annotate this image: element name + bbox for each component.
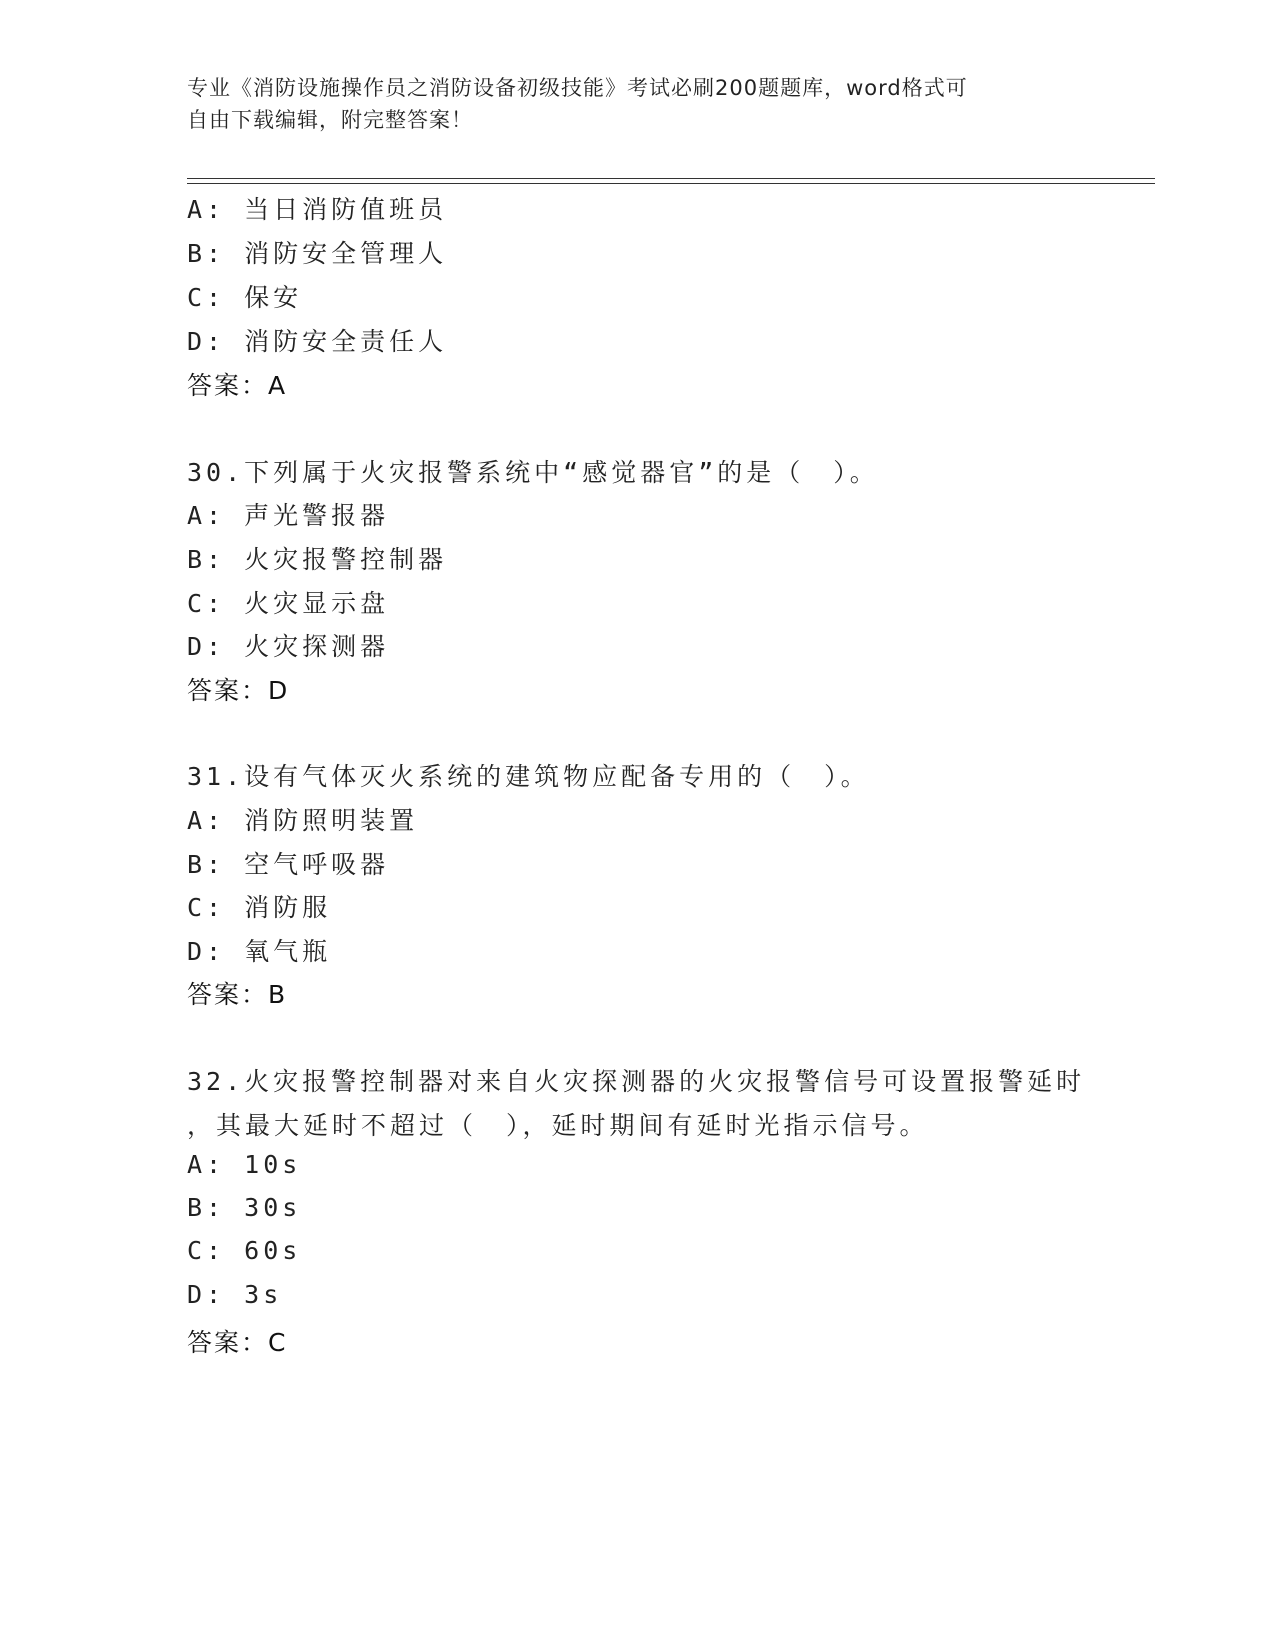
q29-option-b: B: 消防安全管理人 <box>187 239 448 268</box>
q30-answer: 答案：D <box>187 676 290 705</box>
q32-stem-line-2: ，其最大延时不超过（ ），延时期间有延时光指示信号。 <box>187 1111 929 1140</box>
q30-option-c: C: 火灾显示盘 <box>187 589 390 618</box>
q32-option-a: A: 10s <box>187 1150 302 1179</box>
q29-option-d: D: 消防安全责任人 <box>187 327 448 356</box>
q31-stem: 31.设有气体灭火系统的建筑物应配备专用的（ ）。 <box>187 762 870 791</box>
q32-answer: 答案：C <box>187 1328 288 1357</box>
q30-option-a: A: 声光警报器 <box>187 501 390 530</box>
q30-option-d: D: 火灾探测器 <box>187 632 390 661</box>
header-divider-bottom <box>187 183 1155 184</box>
q31-option-b: B: 空气呼吸器 <box>187 850 390 879</box>
q30-option-b: B: 火灾报警控制器 <box>187 545 448 574</box>
q32-option-c: C: 60s <box>187 1236 302 1265</box>
q29-answer: 答案：A <box>187 371 288 400</box>
q30-stem: 30.下列属于火灾报警系统中“感觉器官”的是（ ）。 <box>187 458 879 487</box>
q31-option-d: D: 氧气瓶 <box>187 937 332 966</box>
q32-stem-line-1: 32.火灾报警控制器对来自火灾探测器的火灾报警信号可设置报警延时 <box>187 1067 1086 1096</box>
q31-option-a: A: 消防照明装置 <box>187 806 419 835</box>
q29-option-c: C: 保安 <box>187 283 303 312</box>
q29-option-a: A: 当日消防值班员 <box>187 195 448 224</box>
q32-option-d: D: 3s <box>187 1280 283 1309</box>
document-header <box>187 72 1087 136</box>
q32-option-b: B: 30s <box>187 1193 302 1222</box>
header-title-line-2: 自由下载编辑，附完整答案！ <box>187 108 473 132</box>
q31-answer: 答案：B <box>187 980 288 1009</box>
q31-option-c: C: 消防服 <box>187 893 332 922</box>
header-title-line-1: 专业《消防设施操作员之消防设备初级技能》考试必刷200题题库，word格式可 <box>187 76 968 100</box>
header-divider-top <box>187 178 1155 179</box>
